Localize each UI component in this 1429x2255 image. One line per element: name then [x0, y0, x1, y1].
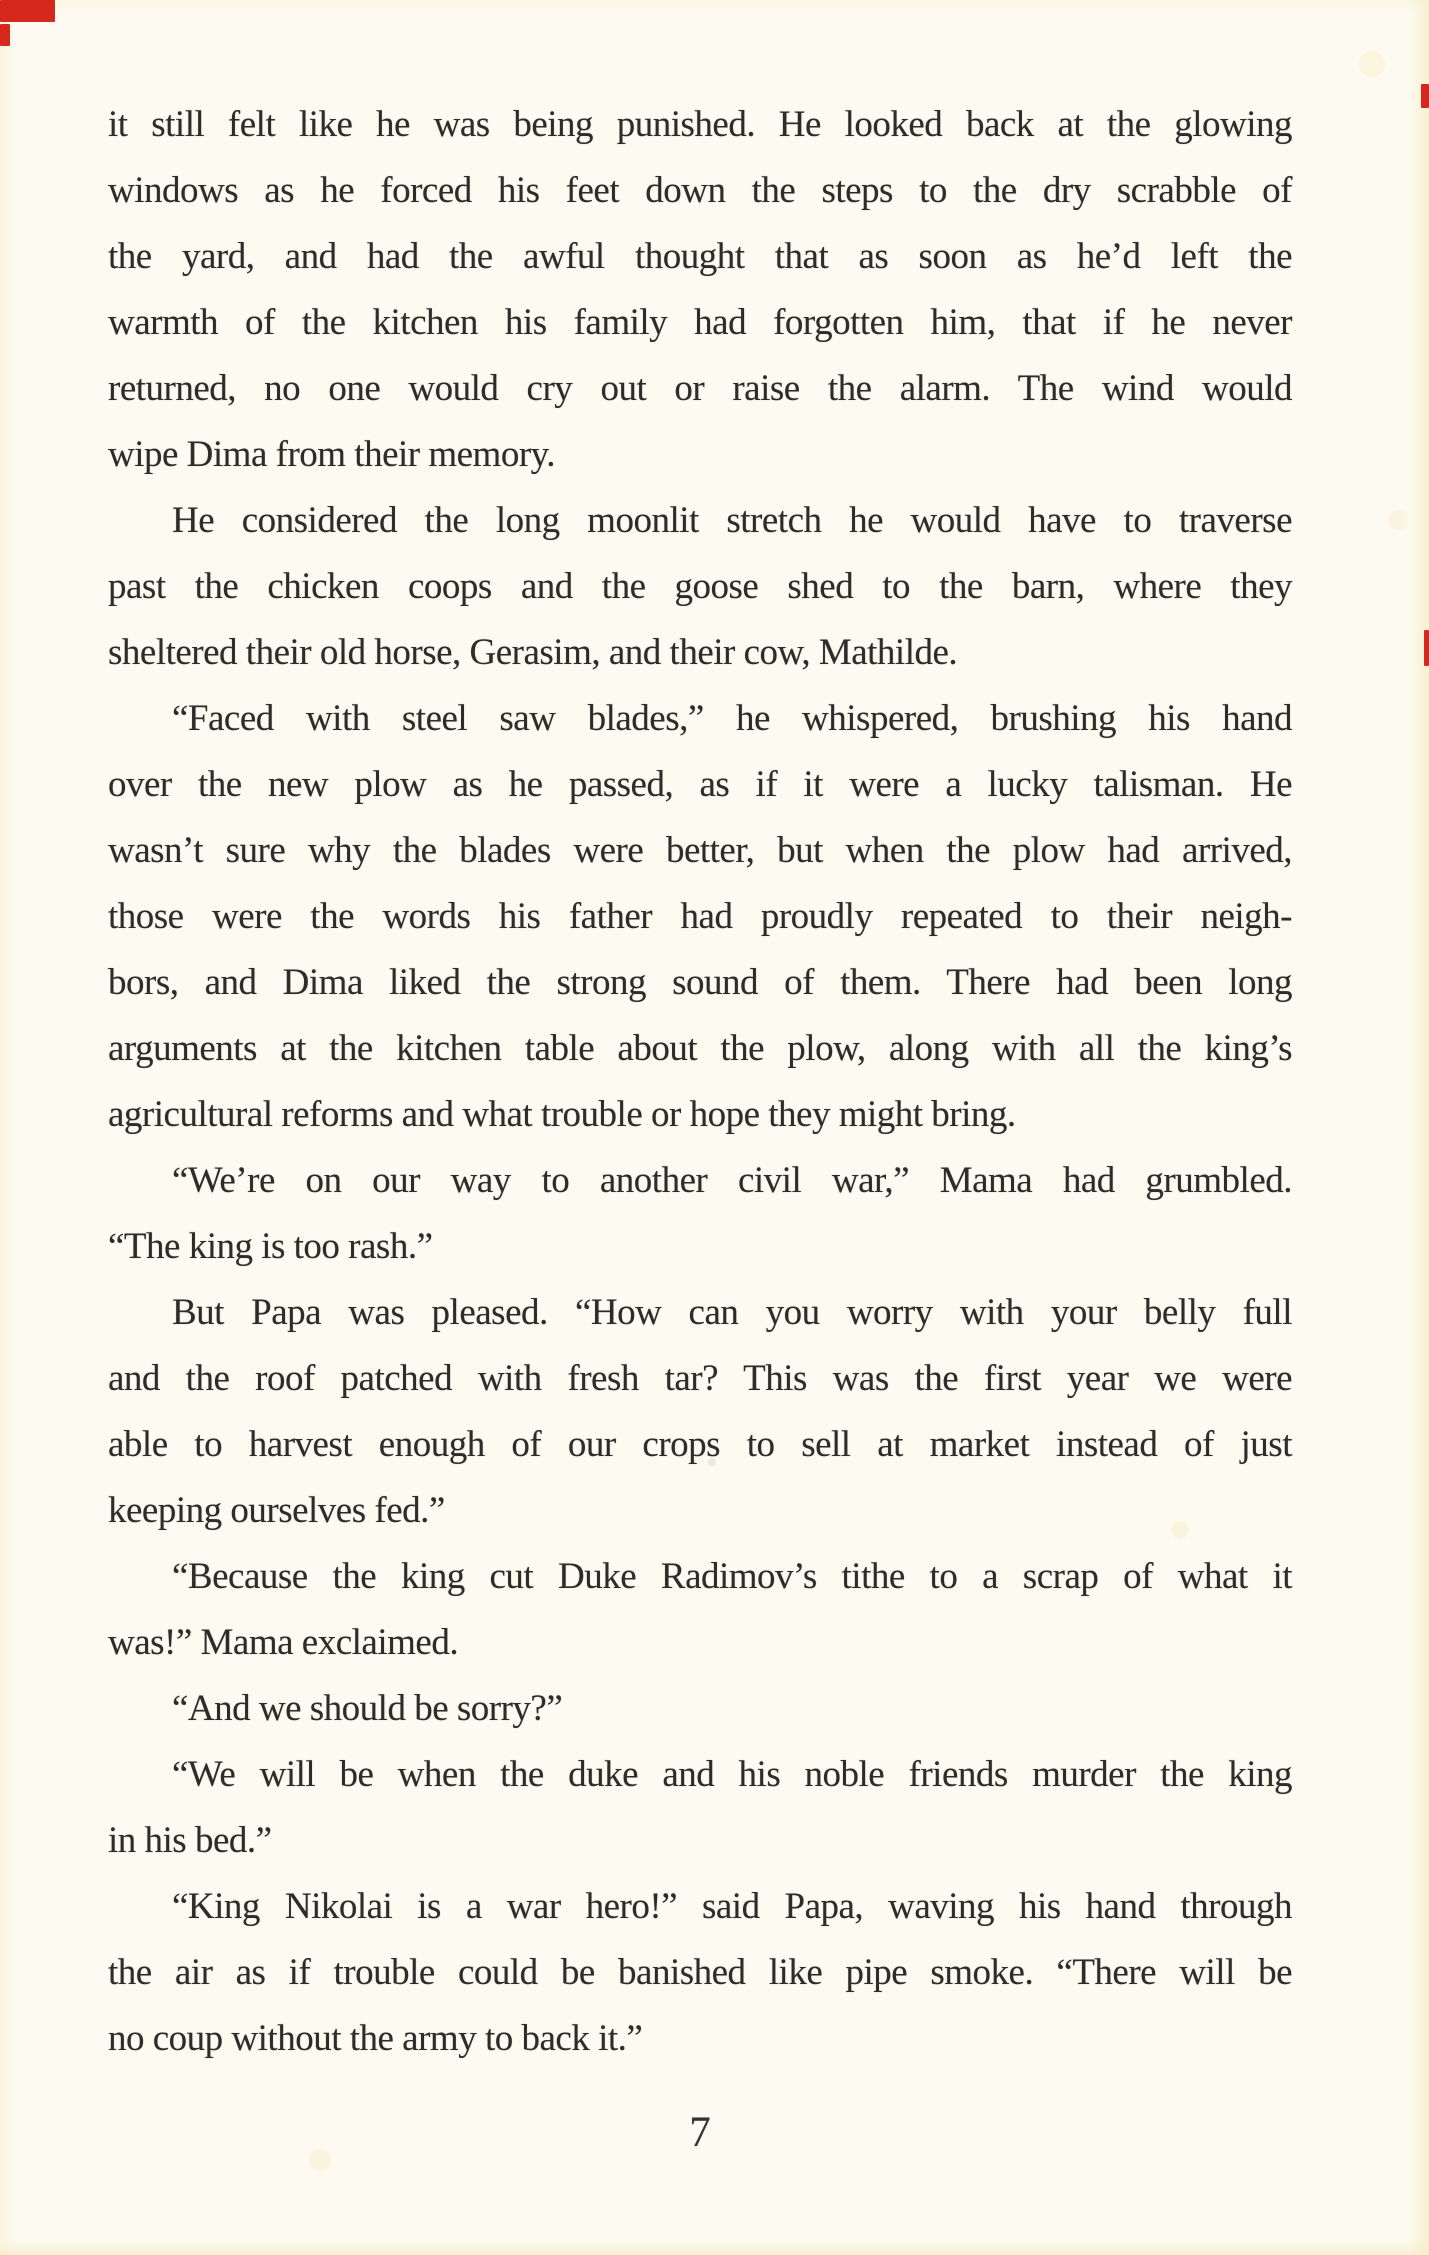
text-line: and the roof patched with fresh tar? This was the first year we were — [108, 1358, 1292, 1399]
paragraph — [108, 1544, 1292, 1676]
text-line: was!” Mama exclaimed. — [108, 1622, 459, 1663]
text-line: warmth of the kitchen his family had forgotten him, that if he never — [108, 302, 1292, 343]
text-line: it still felt like he was being punished. He looked back at the glowing — [108, 104, 1292, 145]
red-mark-right-edge-upper — [1421, 84, 1429, 108]
red-mark-top-left-corner — [0, 0, 55, 22]
text-line: able to harvest enough of our crops to sell at market instead of just — [108, 1424, 1292, 1465]
paragraph — [108, 686, 1292, 1148]
paragraph — [108, 1148, 1292, 1280]
text-line: agricultural reforms and what trouble or hope they might bring. — [108, 1094, 1016, 1135]
text-line: arguments at the kitchen table about the plow, along with all the king’s — [108, 1028, 1292, 1069]
text-line: bors, and Dima liked the strong sound of them. There had been long — [108, 962, 1292, 1003]
text-line: “King Nikolai is a war hero!” said Papa, waving his hand through — [172, 1886, 1292, 1927]
text-line: keeping ourselves fed.” — [108, 1490, 445, 1531]
text-line: “Because the king cut Duke Radimov’s tithe to a scrap of what it — [172, 1556, 1292, 1597]
paragraph — [108, 488, 1292, 686]
text-line: “Faced with steel saw blades,” he whispered, brushing his hand — [172, 698, 1292, 739]
text-line: past the chicken coops and the goose shed to the barn, where they — [108, 566, 1292, 607]
text-line: “We’re on our way to another civil war,” Mama had grumbled. — [172, 1160, 1292, 1201]
text-line: the yard, and had the awful thought that as soon as he’d left the — [108, 236, 1292, 277]
text-line: “The king is too rash.” — [108, 1226, 433, 1267]
text-line: those were the words his father had proudly repeated to their neigh- — [108, 896, 1292, 937]
text-line: wipe Dima from their memory. — [108, 434, 556, 475]
red-mark-right-edge-lower — [1424, 630, 1429, 666]
text-line: wasn’t sure why the blades were better, but when the plow had arrived, — [108, 830, 1292, 871]
text-line: the air as if trouble could be banished like pipe smoke. “There will be — [108, 1952, 1292, 1993]
paragraph — [108, 1874, 1292, 2072]
text-line: windows as he forced his feet down the steps to the dry scrabble of — [108, 170, 1292, 211]
text-line: no coup without the army to back it.” — [108, 2018, 643, 2059]
text-line: in his bed.” — [108, 1820, 272, 1861]
text-line: sheltered their old horse, Gerasim, and their cow, Mathilde. — [108, 632, 958, 673]
paragraph — [108, 1742, 1292, 1874]
text-line: But Papa was pleased. “How can you worry with your belly full — [172, 1292, 1292, 1333]
paragraph — [108, 92, 1292, 488]
red-mark-left-edge — [0, 24, 10, 46]
text-line: He considered the long moonlit stretch he would have to traverse — [172, 500, 1292, 541]
text-line: over the new plow as he passed, as if it were a lucky talisman. He — [108, 764, 1292, 805]
text-line: returned, no one would cry out or raise the alarm. The wind would — [108, 368, 1292, 409]
paragraph — [108, 1676, 1292, 1742]
page-text — [108, 92, 1292, 2072]
text-line: “We will be when the duke and his noble friends murder the king — [172, 1754, 1292, 1795]
page-number: 7 — [689, 2109, 711, 2156]
paragraph — [108, 1280, 1292, 1544]
text-line: “And we should be sorry?” — [172, 1688, 563, 1729]
